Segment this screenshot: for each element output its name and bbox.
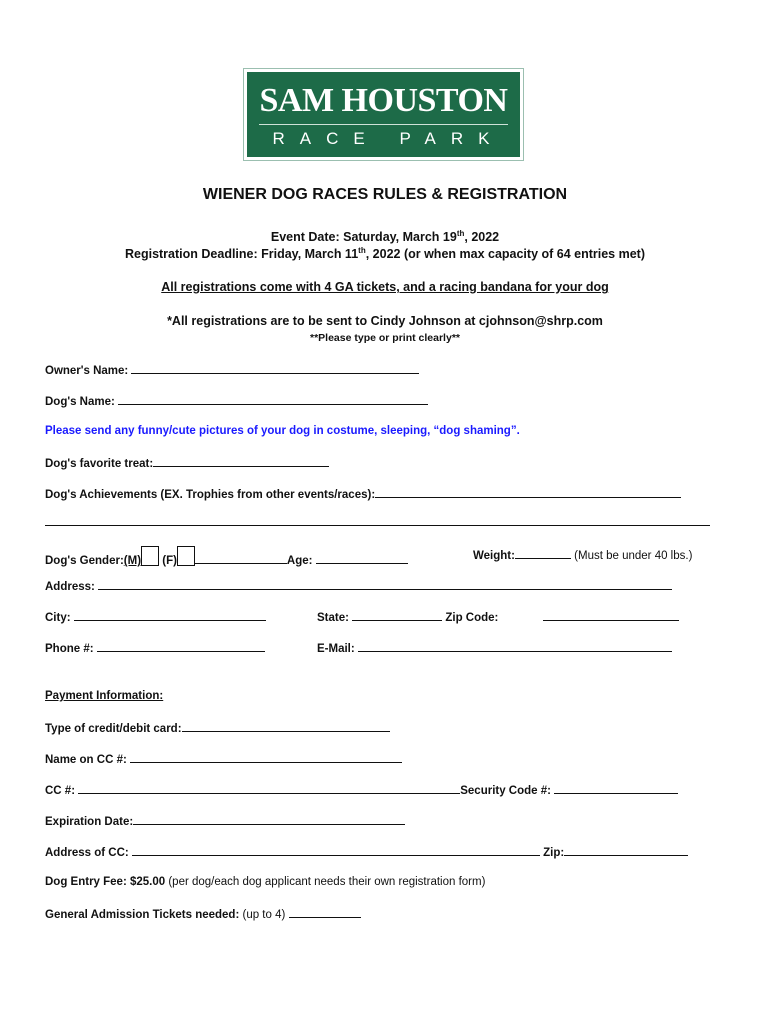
- card-type-field[interactable]: Type of credit/debit card:: [45, 721, 390, 735]
- name-on-cc-field[interactable]: Name on CC #:: [45, 752, 402, 766]
- payment-heading: Payment Information:: [45, 690, 164, 702]
- tickets-note: All registrations come with 4 GA tickets, and a racing bandana for your dog: [161, 280, 609, 294]
- sam-houston-logo: [243, 68, 524, 161]
- age-input[interactable]: [316, 553, 408, 564]
- male-checkbox[interactable]: [141, 546, 159, 566]
- zip-input[interactable]: [543, 610, 679, 624]
- female-checkbox[interactable]: [177, 546, 195, 566]
- city-field[interactable]: City:: [45, 610, 266, 624]
- achievements-line2[interactable]: [45, 515, 710, 529]
- cc-address-field[interactable]: Address of CC: Zip:: [45, 845, 688, 859]
- dog-name-field[interactable]: Dog's Name:: [45, 394, 428, 408]
- registration-deadline: Registration Deadline: Friday, March 11th, 2022 (or when max capacity of 64 entries met): [124, 246, 645, 262]
- state-field[interactable]: State: Zip Code:: [317, 612, 499, 624]
- address-field[interactable]: Address:: [45, 579, 672, 593]
- expiration-field[interactable]: Expiration Date:: [45, 814, 405, 828]
- page-title: WIENER DOG RACES RULES & REGISTRATION: [202, 186, 568, 203]
- entry-fee: Dog Entry Fee: $25.00 (per dog/each dog applicant needs their own registration form): [45, 876, 486, 888]
- achievements-field[interactable]: Dog's Achievements (EX. Trophies from other events/races):: [45, 487, 681, 501]
- event-date: Event Date: Saturday, March 19th, 2022: [270, 229, 500, 245]
- favorite-treat-field[interactable]: Dog's favorite treat:: [45, 456, 329, 470]
- owner-name-field[interactable]: Owner's Name:: [45, 363, 419, 377]
- gender-row: Dog's Gender:(M) (F) Age:: [45, 546, 408, 567]
- weight-field[interactable]: Weight: (Must be under 40 lbs.): [473, 550, 693, 562]
- cc-number-field[interactable]: CC #: Security Code #:: [45, 783, 678, 797]
- logo-line2: RACE PARK: [272, 129, 505, 148]
- print-note: **Please type or print clearly**: [310, 332, 460, 344]
- phone-field[interactable]: Phone #:: [45, 641, 265, 655]
- ga-tickets-field[interactable]: General Admission Tickets needed: (up to 4): [45, 907, 361, 921]
- pictures-note: Please send any funny/cute pictures of your dog in costume, sleeping, “dog shaming”.: [45, 425, 520, 437]
- email-field[interactable]: E-Mail:: [317, 641, 672, 655]
- send-note: *All registrations are to be sent to Cindy Johnson at cjohnson@shrp.com: [167, 314, 603, 328]
- logo-line1: SAM HOUSTON: [259, 82, 508, 119]
